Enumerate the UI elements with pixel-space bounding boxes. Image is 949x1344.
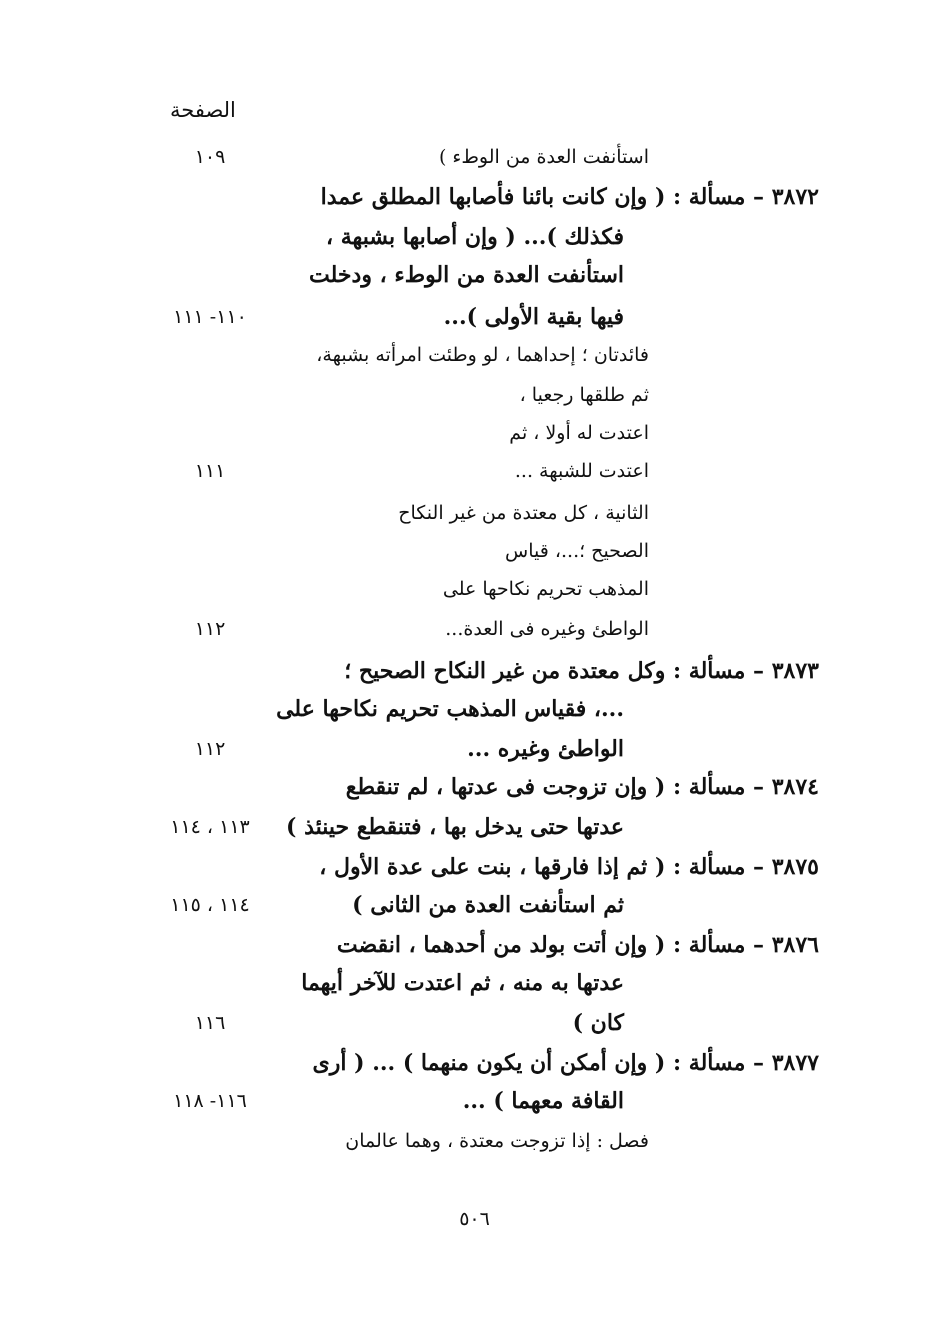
entry-text (264, 298, 624, 336)
page-reference: ١١١ (194, 460, 226, 482)
page-reference: ١١٢ (194, 618, 226, 640)
entry-body: فيها بقية الأولى )... (443, 304, 624, 330)
index-line (0, 256, 949, 294)
entry-text (289, 414, 649, 452)
page-reference: ١٠٩ (194, 146, 226, 168)
question-number: ٣٨٧٤ (771, 774, 819, 800)
question-number: ٣٨٧٣ (771, 658, 819, 684)
index-line (0, 570, 949, 608)
entry-body: فصل : إذا تزوجت معتدة ، وهما عالمان (345, 1130, 649, 1152)
entry-body: اعتدت للشبهة ... (514, 460, 649, 482)
entry-text (264, 256, 624, 294)
index-line (0, 768, 949, 806)
question-entry-text (299, 926, 819, 964)
entry-body: الواطئ وغيره فى العدة... (445, 618, 649, 640)
entry-text (289, 532, 649, 570)
question-entry-text (299, 848, 819, 886)
index-line (0, 376, 949, 414)
index-line (0, 808, 949, 846)
entry-body: – مسألة : ( وإن أمكن أن يكون منهما ) ... ( أرى (312, 1050, 765, 1076)
entry-body: ثم طلقها رجعيا ، (519, 384, 649, 406)
entry-text (264, 808, 624, 846)
entry-body: – مسألة : ( ثم إذا فارقها ، بنت على عدة الأول ، (319, 854, 765, 880)
entry-body: القافة معهما ) ... (462, 1088, 624, 1114)
entry-body: كان ) (572, 1010, 624, 1036)
index-line (0, 926, 949, 964)
index-line (0, 848, 949, 886)
page-column-header: الصفحة (170, 98, 236, 122)
entry-text (289, 336, 649, 374)
entry-body: اعتدت له أولا ، ثم (509, 422, 649, 444)
page-reference: ١١٤ ، ١١٥ (170, 894, 250, 916)
entry-text (289, 452, 649, 490)
index-line (0, 730, 949, 768)
page-reference: ١١٦- ١١٨ (173, 1090, 247, 1112)
entry-text (289, 376, 649, 414)
question-entry-text (299, 768, 819, 806)
entry-text (264, 1004, 624, 1042)
entry-body: فائدتان ؛ إحداهما ، لو وطئت امرأته بشبهة، (316, 344, 649, 366)
index-line (0, 494, 949, 532)
entry-body: فكذلك )... ( وإن أصابها بشبهة ، (326, 224, 624, 250)
entry-body: استأنفت العدة من الوطء ، ودخلت (309, 262, 624, 288)
entry-body: ...، فقياس المذهب تحريم نكاحها على (276, 696, 624, 722)
index-line (0, 532, 949, 570)
page-reference: ١١٦ (194, 1012, 226, 1034)
entry-body: استأنفت العدة من الوطء ) (438, 146, 649, 168)
entry-text (264, 730, 624, 768)
page-reference: ١١٣ ، ١١٤ (170, 816, 250, 838)
entry-text (289, 138, 649, 176)
page-reference: ١١٢ (194, 738, 226, 760)
entry-body: – مسألة : ( وإن كانت بائنا فأصابها المطلق عمدا (320, 184, 765, 210)
question-entry-text (299, 178, 819, 216)
entry-body: – مسألة : ( وإن تزوجت فى عدتها ، لم تنقطع (345, 774, 765, 800)
question-number: ٣٨٧٥ (771, 854, 819, 880)
index-line (0, 452, 949, 490)
entry-body: – مسألة : ( وإن أتت بولد من أحدهما ، انقضت (336, 932, 765, 958)
index-line (0, 610, 949, 648)
index-line (0, 690, 949, 728)
question-number: ٣٨٧٢ (771, 184, 819, 210)
index-line (0, 1004, 949, 1042)
entry-text (289, 610, 649, 648)
page-number: ٥٠٦ (459, 1208, 490, 1230)
entry-text (289, 570, 649, 608)
entry-body: الصحيح ؛...، قياس (505, 540, 649, 562)
index-line (0, 1082, 949, 1120)
entry-text (289, 494, 649, 532)
entry-text (289, 1122, 649, 1160)
index-line (0, 1122, 949, 1160)
entry-body: الثانية ، كل معتدة من غير النكاح (398, 502, 649, 524)
entry-body: عدتها حتى يدخل بها ، فتنقطع حينئذ ) (286, 814, 624, 840)
entry-text (264, 886, 624, 924)
entry-text (264, 218, 624, 256)
page-reference: ١١٠- ١١١ (173, 306, 247, 328)
entry-body: الواطئ وغيره ... (467, 736, 624, 762)
index-line (0, 138, 949, 176)
entry-body: المذهب تحريم نكاحها على (442, 578, 649, 600)
question-number: ٣٨٧٧ (771, 1050, 819, 1076)
entry-text (264, 964, 624, 1002)
index-line (0, 218, 949, 256)
question-number: ٣٨٧٦ (771, 932, 819, 958)
index-line (0, 298, 949, 336)
entry-body: عدتها به منه ، ثم اعتدت للآخر أيهما (301, 970, 624, 996)
question-entry-text (299, 1044, 819, 1082)
index-line (0, 652, 949, 690)
index-line (0, 1044, 949, 1082)
index-line (0, 964, 949, 1002)
entry-body: – مسألة : وكل معتدة من غير النكاح الصحيح ؛ (344, 658, 765, 684)
entry-body: ثم استأنفت العدة من الثانى ) (352, 892, 624, 918)
index-line (0, 414, 949, 452)
index-line (0, 336, 949, 374)
question-entry-text (299, 652, 819, 690)
index-line (0, 886, 949, 924)
entry-text (264, 690, 624, 728)
entry-text (264, 1082, 624, 1120)
index-line (0, 178, 949, 216)
